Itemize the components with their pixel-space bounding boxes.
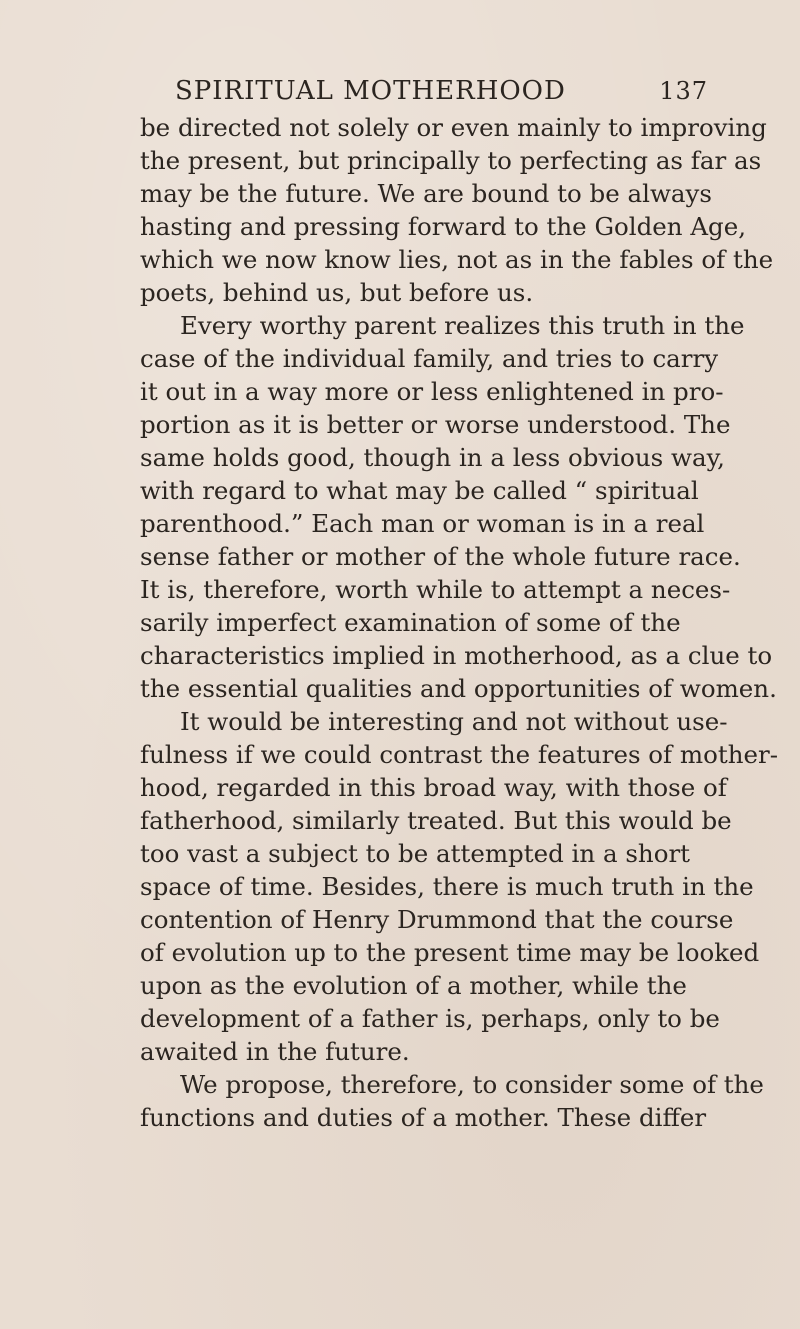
text-line: awaited in the future.	[140, 1037, 410, 1066]
text-line: with regard to what may be called “ spiritual	[140, 476, 699, 505]
text-line: Every worthy parent realizes this truth in the	[180, 311, 745, 340]
text-line: functions and duties of a mother. These differ	[140, 1103, 707, 1132]
text-line: it out in a way more or less enlightened in pro-	[140, 377, 724, 406]
running-title: SPIRITUAL MOTHERHOOD	[175, 76, 566, 106]
text-line: space of time. Besides, there is much truth in the	[140, 872, 754, 901]
text-line: poets, behind us, but before us.	[140, 278, 534, 307]
paragraph	[140, 1068, 764, 1134]
paragraph	[140, 309, 777, 705]
text-line: sarily imperfect examination of some of the	[140, 608, 681, 637]
text-line: contention of Henry Drummond that the course	[140, 905, 734, 934]
text-line: case of the individual family, and tries to carry	[140, 344, 719, 373]
text-line: hasting and pressing forward to the Golden Age,	[140, 212, 747, 241]
paragraph	[140, 111, 774, 309]
text-line: It would be interesting and not without use-	[180, 707, 728, 736]
text-line: the essential qualities and opportunities of women.	[140, 674, 777, 703]
text-line: It is, therefore, worth while to attempt a neces-	[140, 575, 731, 604]
text-line: upon as the evolution of a mother, while the	[140, 971, 687, 1000]
text-line: hood, regarded in this broad way, with those of	[140, 773, 727, 802]
text-line: of evolution up to the present time may be looked	[140, 938, 760, 967]
page-number: 137	[659, 77, 708, 105]
body-text	[140, 111, 779, 1134]
text-line: development of a father is, perhaps, only to be	[140, 1004, 720, 1033]
text-line: fatherhood, similarly treated. But this would be	[140, 806, 732, 835]
text-line: which we now know lies, not as in the fables of the	[140, 245, 774, 274]
text-line: may be the future. We are bound to be always	[140, 179, 712, 208]
text-line: the present, but principally to perfecting as far as	[140, 146, 762, 175]
text-line: be directed not solely or even mainly to improving	[140, 113, 767, 142]
text-line: We propose, therefore, to consider some of the	[180, 1070, 764, 1099]
running-head	[175, 73, 708, 109]
text-line: fulness if we could contrast the features of mother-	[140, 740, 779, 769]
text-line: characteristics implied in motherhood, as a clue to	[140, 641, 773, 670]
text-line: too vast a subject to be attempted in a short	[140, 839, 691, 868]
text-line: portion as it is better or worse understood. The	[140, 410, 731, 439]
text-line: same holds good, though in a less obvious way,	[140, 443, 725, 472]
paragraph	[140, 705, 779, 1068]
text-line: sense father or mother of the whole future race.	[140, 542, 741, 571]
text-line: parenthood.” Each man or woman is in a real	[140, 509, 705, 538]
